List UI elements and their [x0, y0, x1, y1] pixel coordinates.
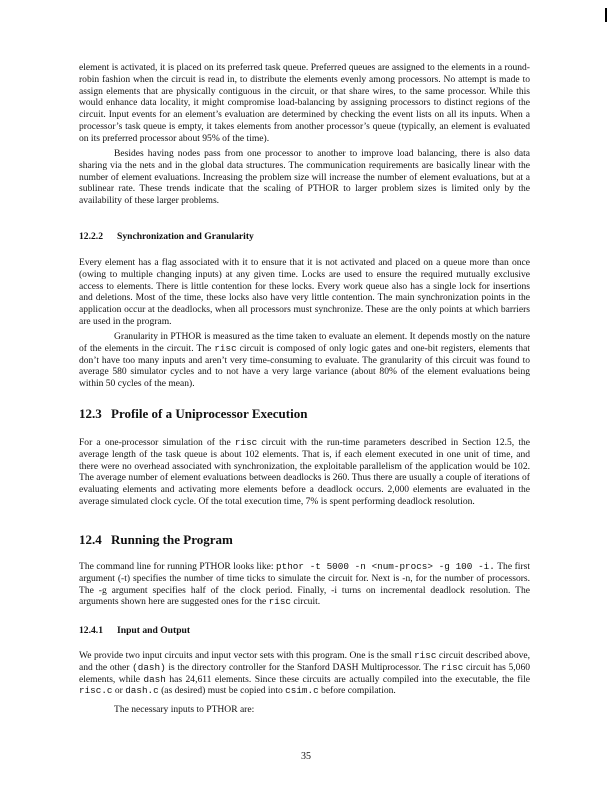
- inline-code: risc: [214, 342, 237, 354]
- inline-code: risc: [414, 650, 437, 661]
- section-title: Synchronization and Granularity: [117, 231, 254, 242]
- section-number: 12.3: [79, 406, 102, 421]
- text-run: Every element has a flag associated with it to ensure that it is not activated and placed on a queue more than once (owing to multiple changing inputs) at any given time. Locks are used to ensure the required mutually exclusive access to elements. There is little contention for these locks. Every work queue also has a single lock for insertions and deletions. Most of the time, these locks also have very little contention. The main synchronization points in the application occur at the deadlocks, when all processors must synchronize. These are the only points at which barriers are used in the program.: [79, 257, 530, 327]
- text-run: is the directory controller for the Stanford DASH Multiprocessor. The: [165, 661, 441, 673]
- scan-margin-mark: [605, 8, 607, 22]
- text-run: has 24,611 elements. Since these circuits are actually compiled into the executable, the file: [165, 673, 530, 685]
- section-heading-12-4: [79, 532, 233, 548]
- inline-code: risc: [234, 437, 258, 448]
- text-run: circuit is composed of only logic gates and one-bit registers, elements that don’t have too many inputs and aren’t very time-consuming to evaluate. The granularity of this circuit was found to average 580 simulator cycles and to not have a very large variance (about 80% of the element evaluations being within 50 cycles of the mean).: [79, 342, 530, 389]
- text-run: circuit described above, and the other: [79, 650, 530, 673]
- section-number: 12.4: [79, 532, 102, 547]
- paragraph-data-sharing: [79, 148, 530, 207]
- text-run: element is activated, it is placed on its preferred task queue. Preferred queues are assigned to the elements in a round-robin fashion when the circuit is read in, to distribute the elements evenly among processors. No attempt is made to assign elements that are physically contiguous in the circuit, or that share wires, to the same processor. While this would enhance data locality, it might compromise load-balancing by assigning processors to distinct regions of the circuit. Input events for an element’s evaluation are determined by checking the event lists on all its inputs. When a processor’s task queue is empty, it takes elements from another processor’s queue (typically, an element is evaluated on its preferred processor about 95% of the time).: [79, 62, 530, 144]
- paragraph-uniprocessor-profile: [79, 437, 530, 508]
- text-run: Besides having nodes pass from one processor to another to improve load balancing, there is also data sharing via the nets and in the global data structures. The communication requirements are basically linear with the number of element evaluations. Increasing the problem size will increase the number of element evaluations, but at a sublinear rate. These trends indicate that the scaling of PTHOR to larger problem sizes is limited only by the availability of these larger problems.: [79, 148, 530, 206]
- section-number: 12.2.2: [79, 231, 103, 242]
- section-heading-12-4-1: [79, 625, 190, 636]
- section-title: Running the Program: [111, 532, 233, 547]
- inline-code: (dash): [132, 661, 166, 673]
- text-run: (as desired) must be copied into: [158, 685, 286, 697]
- page-number: 35: [301, 751, 311, 762]
- section-title: Input and Output: [117, 625, 191, 636]
- inline-code: csim.c: [285, 685, 319, 697]
- inline-code: pthor -t 5000 -n <num-procs> -g 100 -i.: [276, 561, 495, 572]
- section-title: Profile of a Uniprocessor Execution: [111, 406, 308, 421]
- inline-code: dash: [143, 673, 166, 685]
- text-run: or: [112, 685, 126, 697]
- text-run: Granularity in PTHOR is measured as the time taken to evaluate an element. It depends mostly on the nature of the elements in the circuit. The: [79, 331, 530, 354]
- text-run: We provide two input circuits and input vector sets with this program. One is the small: [79, 650, 415, 661]
- paragraph-granularity: [79, 331, 530, 390]
- text-run: circuit has 5,060 elements, while: [79, 661, 530, 685]
- text-run: The command line for running PTHOR looks like:: [79, 561, 277, 572]
- text-run: circuit.: [290, 596, 321, 608]
- text-run: The necessary inputs to PTHOR are:: [114, 704, 255, 715]
- section-heading-12-3: [79, 406, 307, 422]
- paragraph-input-output: [79, 650, 530, 697]
- text-run: circuit with the run-time parameters described in Section 12.5, the average length of the task queue is about 102 elements. That is, if each element executed in one unit of time, and there were no overhead associated with synchronization, the exploitable parallelism of the application would be 102. The average number of element evaluations between deadlocks is 260. Thus there are usually a couple of iterations of evaluating elements and activating more elements before a deadlock occurs. 2,000 elements are evaluated in the average simulated clock cycle. Of the total execution time, 7% is spent performing deadlock resolution.: [79, 437, 530, 507]
- paragraph-task-queue: [79, 62, 530, 144]
- inline-code: dash.c: [125, 685, 159, 697]
- text-run: before compilation.: [318, 685, 396, 697]
- paragraph-synchronization: [79, 257, 530, 328]
- text-run: The first argument (-t) specifies the number of time ticks to simulate the circuit for. Next is -n, for the number of processors. The -g argument specifies half of the clock period. Finally, -i turns on incremental deadlock resolution. The arguments shown here are suggested ones for the: [79, 561, 530, 608]
- paragraph-necessary-inputs: [79, 704, 530, 716]
- text-run: For a one-processor simulation of the: [79, 437, 235, 448]
- section-heading-12-2-2: [79, 231, 254, 242]
- inline-code: risc: [268, 596, 291, 608]
- paragraph-command-line: [79, 561, 530, 608]
- inline-code: risc: [440, 661, 464, 673]
- section-number: 12.4.1: [79, 625, 103, 636]
- inline-code: risc.c: [79, 685, 113, 697]
